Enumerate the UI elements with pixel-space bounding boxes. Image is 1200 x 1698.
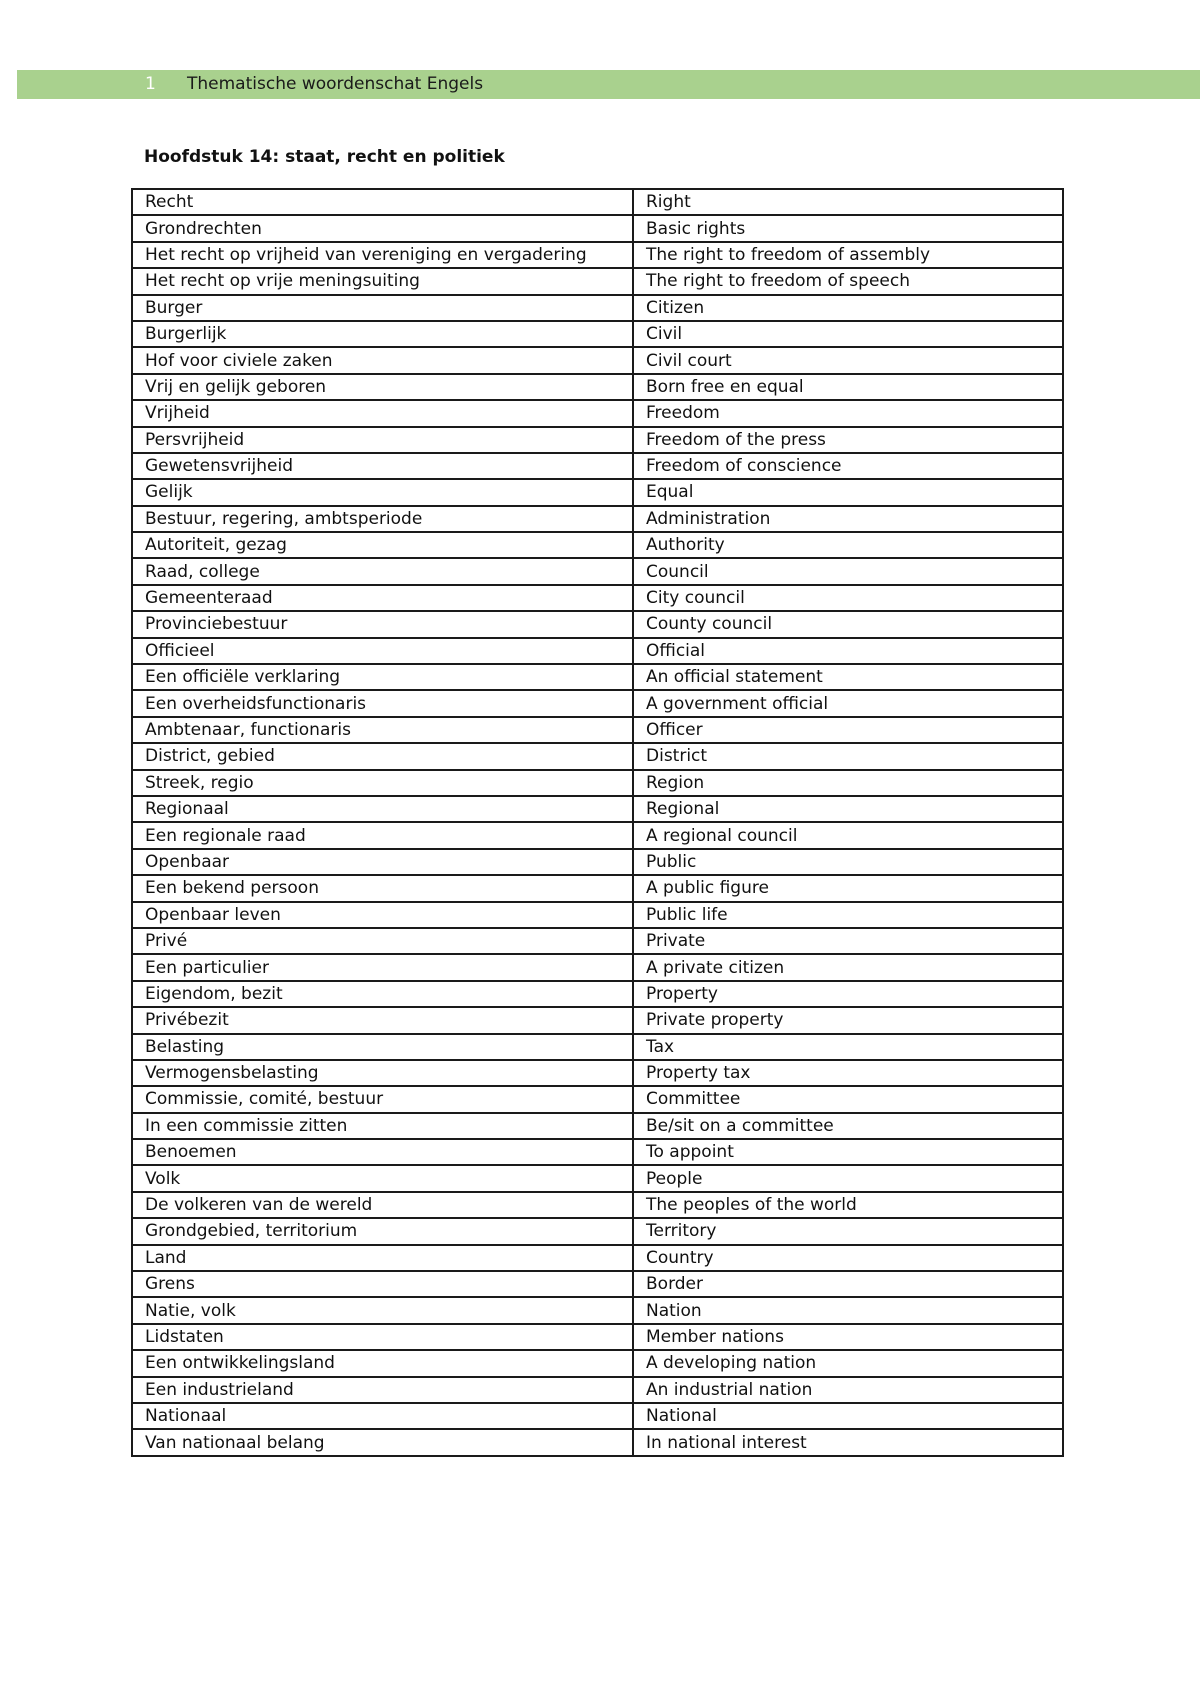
english-term-cell: Public: [633, 849, 1063, 875]
english-term-cell: A private citizen: [633, 954, 1063, 980]
table-row: [132, 1324, 1063, 1350]
dutch-term-cell: In een commissie zitten: [132, 1113, 633, 1139]
page-header: [17, 70, 1200, 99]
english-term-cell: Committee: [633, 1086, 1063, 1112]
table-row: [132, 321, 1063, 347]
english-term-cell: Freedom: [633, 400, 1063, 426]
dutch-term-cell: District, gebied: [132, 743, 633, 769]
english-term-cell: A regional council: [633, 822, 1063, 848]
english-term-cell: A public figure: [633, 875, 1063, 901]
table-row: [132, 506, 1063, 532]
english-term-cell: Property: [633, 981, 1063, 1007]
dutch-term-cell: Provinciebestuur: [132, 611, 633, 637]
table-row: [132, 347, 1063, 373]
english-term-cell: Citizen: [633, 295, 1063, 321]
table-row: [132, 902, 1063, 928]
english-term-cell: Country: [633, 1245, 1063, 1271]
english-term-cell: Border: [633, 1271, 1063, 1297]
dutch-term-cell: Eigendom, bezit: [132, 981, 633, 1007]
table-row: [132, 295, 1063, 321]
table-row: [132, 1086, 1063, 1112]
dutch-term-cell: Natie, volk: [132, 1297, 633, 1323]
table-row: [132, 928, 1063, 954]
dutch-term-cell: Officieel: [132, 638, 633, 664]
table-row: [132, 664, 1063, 690]
dutch-term-cell: Een bekend persoon: [132, 875, 633, 901]
dutch-term-cell: Openbaar: [132, 849, 633, 875]
dutch-term-cell: Persvrijheid: [132, 427, 633, 453]
dutch-term-cell: Openbaar leven: [132, 902, 633, 928]
dutch-term-cell: Raad, college: [132, 558, 633, 584]
dutch-term-cell: Gewetensvrijheid: [132, 453, 633, 479]
english-term-cell: The right to freedom of speech: [633, 268, 1063, 294]
table-row: [132, 215, 1063, 241]
dutch-term-cell: Privé: [132, 928, 633, 954]
english-term-cell: The peoples of the world: [633, 1192, 1063, 1218]
table-row: [132, 796, 1063, 822]
english-term-cell: Private: [633, 928, 1063, 954]
english-term-cell: Property tax: [633, 1060, 1063, 1086]
table-row: [132, 1218, 1063, 1244]
dutch-term-cell: Vermogensbelasting: [132, 1060, 633, 1086]
english-term-cell: Right: [633, 189, 1063, 215]
table-row: [132, 242, 1063, 268]
english-term-cell: Civil: [633, 321, 1063, 347]
dutch-term-cell: Het recht op vrijheid van vereniging en vergadering: [132, 242, 633, 268]
table-row: [132, 1350, 1063, 1376]
table-row: [132, 981, 1063, 1007]
english-term-cell: In national interest: [633, 1429, 1063, 1455]
page-number: 1: [145, 74, 156, 94]
english-term-cell: Freedom of the press: [633, 427, 1063, 453]
table-row: [132, 690, 1063, 716]
table-row: [132, 374, 1063, 400]
table-row: [132, 1403, 1063, 1429]
table-row: [132, 532, 1063, 558]
dutch-term-cell: Lidstaten: [132, 1324, 633, 1350]
dutch-term-cell: Streek, regio: [132, 770, 633, 796]
dutch-term-cell: Gelijk: [132, 479, 633, 505]
english-term-cell: Basic rights: [633, 215, 1063, 241]
table-row: [132, 427, 1063, 453]
english-term-cell: To appoint: [633, 1139, 1063, 1165]
english-term-cell: City council: [633, 585, 1063, 611]
table-row: [132, 189, 1063, 215]
english-term-cell: Equal: [633, 479, 1063, 505]
table-row: [132, 453, 1063, 479]
english-term-cell: Regional: [633, 796, 1063, 822]
dutch-term-cell: Vrijheid: [132, 400, 633, 426]
table-row: [132, 849, 1063, 875]
dutch-term-cell: Gemeenteraad: [132, 585, 633, 611]
header-title: Thematische woordenschat Engels: [187, 74, 484, 94]
dutch-term-cell: Grondrechten: [132, 215, 633, 241]
english-term-cell: An industrial nation: [633, 1377, 1063, 1403]
english-term-cell: District: [633, 743, 1063, 769]
dutch-term-cell: Van nationaal belang: [132, 1429, 633, 1455]
table-row: [132, 1007, 1063, 1033]
table-row: [132, 638, 1063, 664]
english-term-cell: Born free en equal: [633, 374, 1063, 400]
table-row: [132, 268, 1063, 294]
english-term-cell: Public life: [633, 902, 1063, 928]
table-row: [132, 1377, 1063, 1403]
english-term-cell: People: [633, 1165, 1063, 1191]
table-row: [132, 1297, 1063, 1323]
english-term-cell: Nation: [633, 1297, 1063, 1323]
table-row: [132, 558, 1063, 584]
table-row: [132, 875, 1063, 901]
table-row: [132, 1165, 1063, 1191]
dutch-term-cell: Een ontwikkelingsland: [132, 1350, 633, 1376]
dutch-term-cell: Een officiële verklaring: [132, 664, 633, 690]
table-row: [132, 1271, 1063, 1297]
dutch-term-cell: De volkeren van de wereld: [132, 1192, 633, 1218]
english-term-cell: Administration: [633, 506, 1063, 532]
english-term-cell: Member nations: [633, 1324, 1063, 1350]
dutch-term-cell: Burger: [132, 295, 633, 321]
dutch-term-cell: Commissie, comité, bestuur: [132, 1086, 633, 1112]
dutch-term-cell: Een industrieland: [132, 1377, 633, 1403]
dutch-term-cell: Burgerlijk: [132, 321, 633, 347]
dutch-term-cell: Ambtenaar, functionaris: [132, 717, 633, 743]
dutch-term-cell: Het recht op vrije meningsuiting: [132, 268, 633, 294]
vocabulary-table: [131, 188, 1064, 1457]
dutch-term-cell: Autoriteit, gezag: [132, 532, 633, 558]
dutch-term-cell: Hof voor civiele zaken: [132, 347, 633, 373]
dutch-term-cell: Land: [132, 1245, 633, 1271]
english-term-cell: National: [633, 1403, 1063, 1429]
table-row: [132, 1034, 1063, 1060]
dutch-term-cell: Bestuur, regering, ambtsperiode: [132, 506, 633, 532]
english-term-cell: Officer: [633, 717, 1063, 743]
table-row: [132, 1139, 1063, 1165]
table-row: [132, 1060, 1063, 1086]
english-term-cell: County council: [633, 611, 1063, 637]
vocabulary-table-body: [132, 189, 1063, 1456]
table-row: [132, 1429, 1063, 1455]
dutch-term-cell: Recht: [132, 189, 633, 215]
english-term-cell: Private property: [633, 1007, 1063, 1033]
dutch-term-cell: Een overheidsfunctionaris: [132, 690, 633, 716]
table-row: [132, 822, 1063, 848]
english-term-cell: Be/sit on a committee: [633, 1113, 1063, 1139]
table-row: [132, 585, 1063, 611]
dutch-term-cell: Een particulier: [132, 954, 633, 980]
dutch-term-cell: Regionaal: [132, 796, 633, 822]
dutch-term-cell: Privébezit: [132, 1007, 633, 1033]
table-row: [132, 743, 1063, 769]
dutch-term-cell: Een regionale raad: [132, 822, 633, 848]
table-row: [132, 1113, 1063, 1139]
english-term-cell: A developing nation: [633, 1350, 1063, 1376]
english-term-cell: Authority: [633, 532, 1063, 558]
dutch-term-cell: Volk: [132, 1165, 633, 1191]
english-term-cell: Freedom of conscience: [633, 453, 1063, 479]
english-term-cell: A government official: [633, 690, 1063, 716]
table-row: [132, 954, 1063, 980]
dutch-term-cell: Belasting: [132, 1034, 633, 1060]
english-term-cell: Official: [633, 638, 1063, 664]
chapter-title: Hoofdstuk 14: staat, recht en politiek: [144, 147, 505, 167]
dutch-term-cell: Grens: [132, 1271, 633, 1297]
dutch-term-cell: Nationaal: [132, 1403, 633, 1429]
table-row: [132, 1245, 1063, 1271]
english-term-cell: Region: [633, 770, 1063, 796]
english-term-cell: Territory: [633, 1218, 1063, 1244]
table-row: [132, 770, 1063, 796]
table-row: [132, 611, 1063, 637]
dutch-term-cell: Vrij en gelijk geboren: [132, 374, 633, 400]
table-row: [132, 1192, 1063, 1218]
english-term-cell: The right to freedom of assembly: [633, 242, 1063, 268]
table-row: [132, 400, 1063, 426]
table-row: [132, 479, 1063, 505]
english-term-cell: Tax: [633, 1034, 1063, 1060]
table-row: [132, 717, 1063, 743]
dutch-term-cell: Benoemen: [132, 1139, 633, 1165]
english-term-cell: Civil court: [633, 347, 1063, 373]
english-term-cell: An official statement: [633, 664, 1063, 690]
english-term-cell: Council: [633, 558, 1063, 584]
dutch-term-cell: Grondgebied, territorium: [132, 1218, 633, 1244]
